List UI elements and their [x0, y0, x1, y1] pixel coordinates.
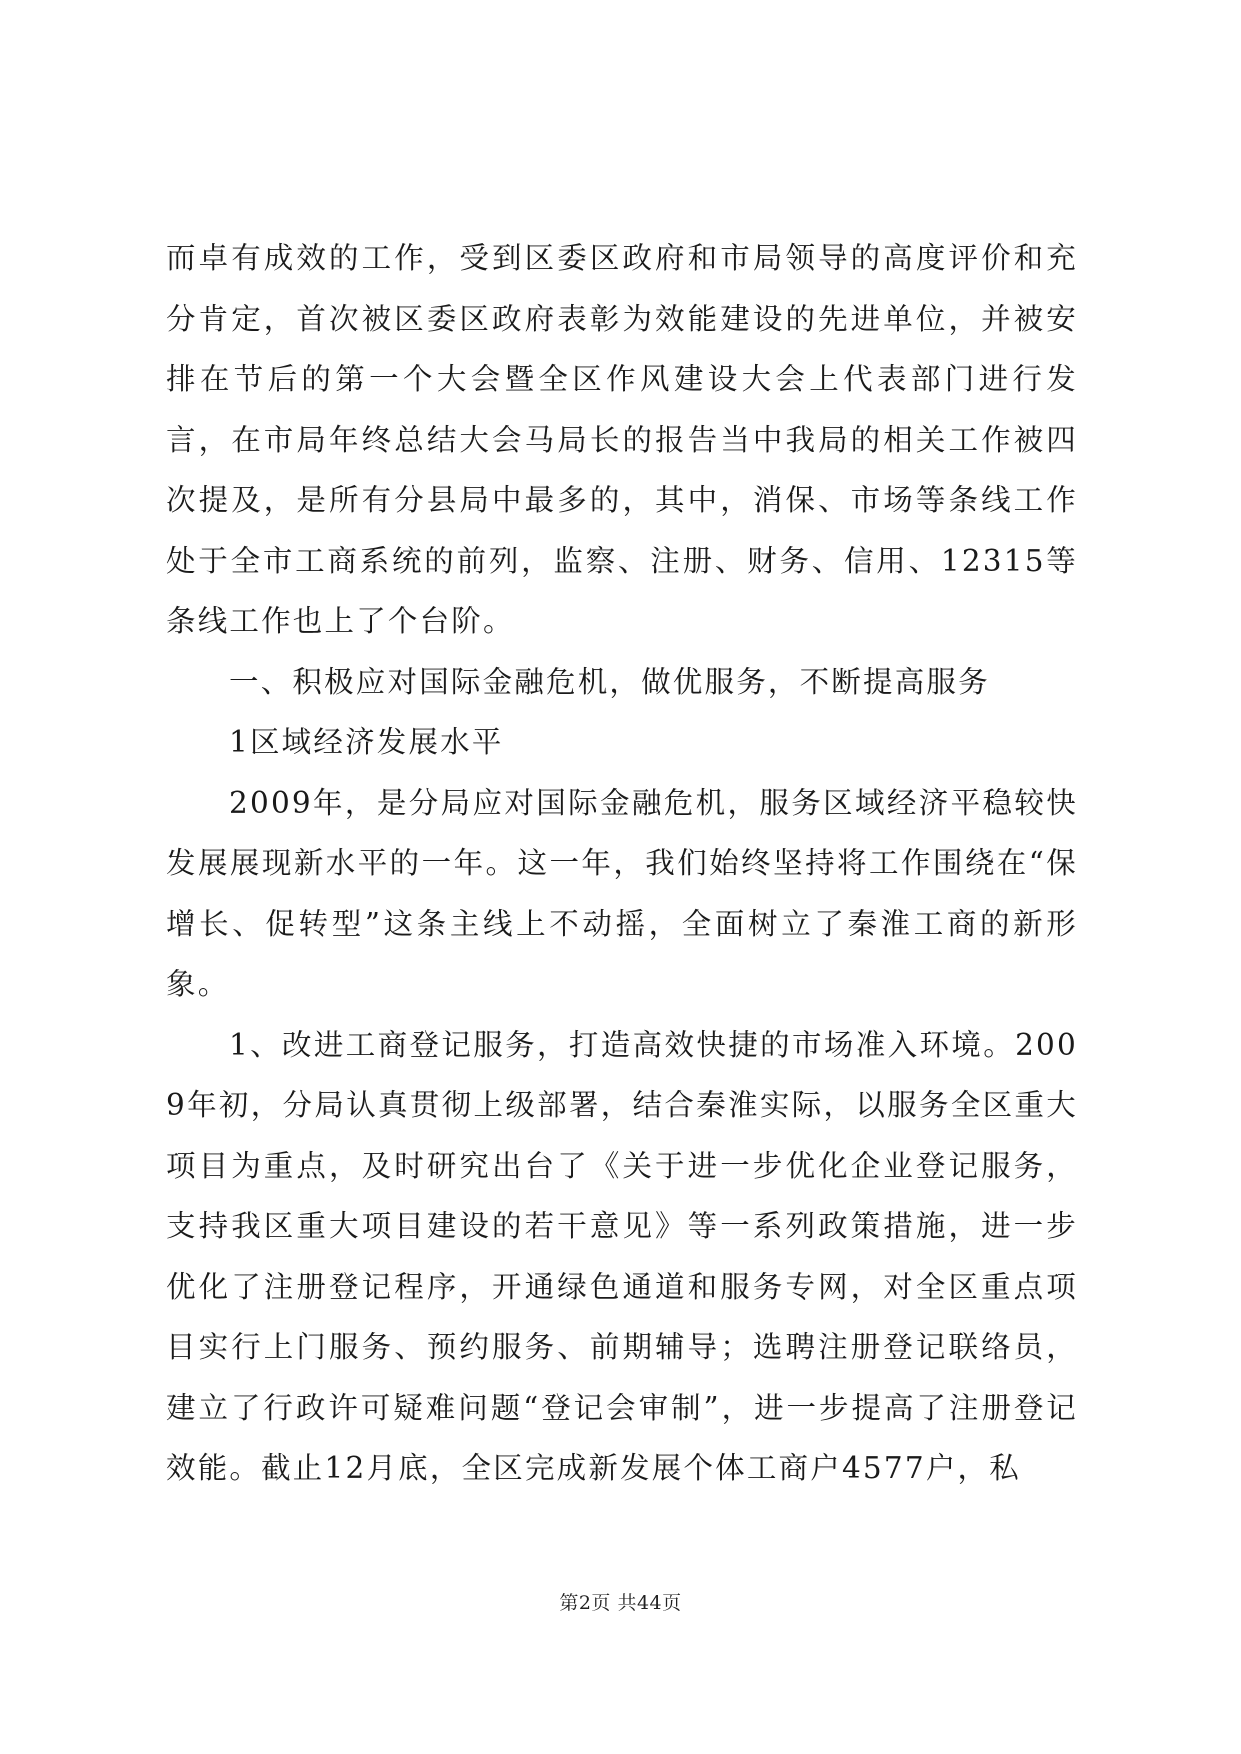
subsection-heading: 1区域经济发展水平 [229, 725, 504, 759]
section-heading: 一、积极应对国际金融危机，做优服务，不断提高服务 [229, 664, 990, 699]
document-body [166, 228, 1078, 1499]
paragraph-continuation: 而卓有成效的工作，受到区委区政府和市局领导的高度评价和充分肯定，首次被区委区政府表彰为效能建设的先进单位，并被安排在节后的第一个大会暨全区作风建设大会上代表部门进行发言，在市局年终总结大会马局长的报告当中我局的相关工作被四次提及，是所有分县局中最多的，其中，消保、市场等条线工作处于全市工商系统的前列，监察、注册、财务、信用、12315等条线工作也上了个台阶。 [166, 241, 1078, 638]
paragraph-2009-overview: 2009年，是分局应对国际金融危机，服务区域经济平稳较快发展展现新水平的一年。这一年，我们始终坚持将工作围绕在“保增长、促转型”这条主线上不动摇，全面树立了秦淮工商的新形象。 [166, 785, 1078, 1001]
paragraph-registration-service: 1、改进工商登记服务，打造高效快捷的市场准入环境。2009年初，分局认真贯彻上级部署，结合秦淮实际，以服务全区重大项目为重点，及时研究出台了《关于进一步优化企业登记服务，支持我区重大项目建设的若干意见》等一系列政策措施，进一步优化了注册登记程序，开通绿色通道和服务专网，对全区重点项目实行上门服务、预约服务、前期辅导；选聘注册登记联络员，建立了行政许可疑难问题“登记会审制”，进一步提高了注册登记效能。截止12月底，全区完成新发展个体工商户4577户，私 [166, 1027, 1078, 1485]
page-number-footer: 第2页 共44页 [559, 1592, 682, 1614]
